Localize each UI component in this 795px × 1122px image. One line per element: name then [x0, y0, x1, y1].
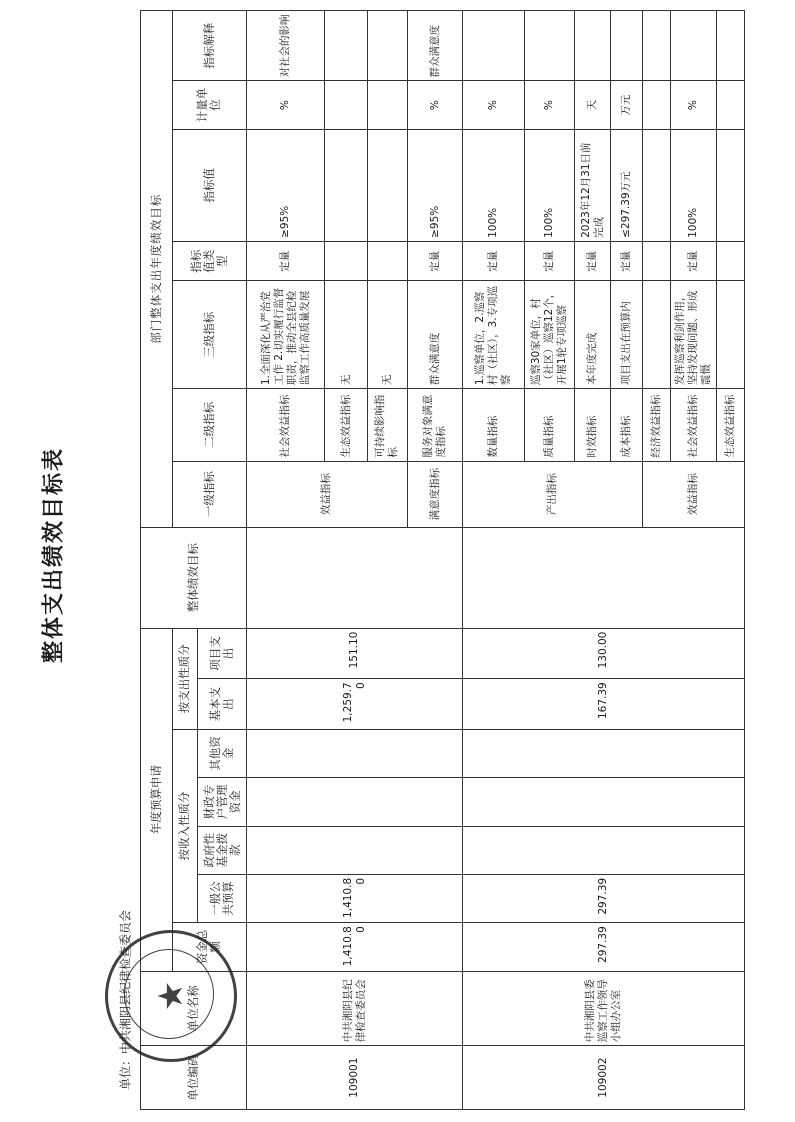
- remark-cell: [463, 11, 524, 81]
- level2-cell: 服务对象满意度指标: [407, 389, 462, 462]
- value-type-cell: 定量: [407, 241, 462, 281]
- measure-unit-cell: [643, 81, 671, 129]
- value-type-cell: [325, 241, 367, 281]
- unit-name-cell: 中共湘阴县纪律检查委员会: [246, 971, 462, 1046]
- unit-code-cell: 109002: [463, 1046, 745, 1110]
- remark-cell: [367, 11, 407, 81]
- remark-cell: [717, 11, 745, 81]
- general-budget-cell: 1,410.80: [246, 874, 462, 922]
- level3-cell: 巡察30家单位，村（社区）巡察12个，开展1轮专项巡察: [524, 281, 575, 389]
- measure-unit-cell: %: [407, 81, 462, 129]
- level3-cell: 本年度完成: [575, 281, 611, 389]
- value-cell: 100%: [670, 129, 717, 241]
- value-cell: ≤297.39万元: [611, 129, 643, 241]
- level2-cell: 社会效益指标: [670, 389, 717, 462]
- level2-cell: 生态效益指标: [717, 389, 745, 462]
- level2-cell: 社会效益指标: [246, 389, 324, 462]
- level1-cell: 效益指标: [246, 461, 407, 527]
- hdr-level1: 一级指标: [172, 461, 246, 527]
- special-account-cell: [463, 778, 745, 826]
- hdr-unit-code: 单位编码: [141, 1046, 247, 1110]
- value-type-cell: 定量: [670, 241, 717, 281]
- performance-table: [140, 10, 745, 1110]
- hdr-basic-expense: 基本支出: [198, 679, 247, 730]
- level1-cell: 产出指标: [463, 461, 643, 527]
- value-type-cell: 定量: [611, 241, 643, 281]
- value-type-cell: 定量: [463, 241, 524, 281]
- hdr-project-expense: 项目支出: [198, 628, 247, 679]
- measure-unit-cell: %: [524, 81, 575, 129]
- level3-cell: 发挥巡察利剑作用，坚持发现问题、形成震慑: [670, 281, 717, 389]
- unit-name-cell: 中共湘阴县委巡察工作领导小组办公室: [463, 971, 745, 1046]
- measure-unit-cell: %: [463, 81, 524, 129]
- basic-expense-cell: 167.39: [463, 679, 745, 730]
- project-expense-cell: 151.10: [246, 628, 462, 679]
- other-funds-cell: [463, 729, 745, 777]
- remark-cell: [643, 11, 671, 81]
- level3-cell: 无: [367, 281, 407, 389]
- general-budget-cell: 297.39: [463, 874, 745, 922]
- hdr-gov-fund: 政府性基金拨款: [198, 826, 247, 874]
- value-cell: [717, 129, 745, 241]
- level2-cell: 经济效益指标: [643, 389, 671, 462]
- value-cell: [367, 129, 407, 241]
- hdr-other-funds: 其他资金: [198, 729, 247, 777]
- hdr-by-income: 按收入性质分: [172, 729, 197, 922]
- level2-cell: 质量指标: [524, 389, 575, 462]
- hdr-value-type: 指标值类型: [172, 241, 246, 281]
- measure-unit-cell: 万元: [611, 81, 643, 129]
- hdr-remark: 指标解释: [172, 11, 246, 81]
- hdr-value: 指标值: [172, 129, 246, 241]
- hdr-special-account: 财政专户管理资金: [198, 778, 247, 826]
- level2-cell: 生态效益指标: [325, 389, 367, 462]
- level2-cell: 可持续影响指标: [367, 389, 407, 462]
- value-cell: [643, 129, 671, 241]
- measure-unit-cell: [717, 81, 745, 129]
- level3-cell: 无: [325, 281, 367, 389]
- seal-star-icon: ★: [151, 980, 191, 1012]
- value-type-cell: [643, 241, 671, 281]
- remark-cell: 对社会的影响: [246, 11, 324, 81]
- basic-expense-cell: 1,259.70: [246, 679, 462, 730]
- hdr-dept-goal: 部门整体支出年度绩效目标: [141, 11, 173, 528]
- value-cell: ≥95%: [407, 129, 462, 241]
- value-type-cell: [367, 241, 407, 281]
- gov-fund-cell: [463, 826, 745, 874]
- level3-cell: 1.全面深化从严治党工作 2.切实履行监督职责，推动全县纪检监察工作高质量发展: [246, 281, 324, 389]
- performance-table-sheet: [140, 10, 745, 1110]
- level3-cell: 1.巡察单位，2.巡察村（社区），3.专项巡察: [463, 281, 524, 389]
- fund-total-cell: 297.39: [463, 923, 745, 971]
- value-cell: 100%: [524, 129, 575, 241]
- remark-cell: [670, 11, 717, 81]
- overall-goal-cell: [246, 527, 462, 628]
- indicator-row: [463, 11, 524, 1110]
- level3-cell: [717, 281, 745, 389]
- hdr-measure-unit: 计量单位: [172, 81, 246, 129]
- unit-label: 单位：中共湘阴县纪律检查委员会: [118, 909, 133, 1091]
- measure-unit-cell: 天: [575, 81, 611, 129]
- measure-unit-cell: [367, 81, 407, 129]
- value-cell: ≥95%: [246, 129, 324, 241]
- overall-goal-cell: [463, 527, 745, 628]
- hdr-level3: 三级指标: [172, 281, 246, 389]
- hdr-level2: 二级指标: [172, 389, 246, 462]
- value-cell: 100%: [463, 129, 524, 241]
- value-type-cell: 定量: [524, 241, 575, 281]
- measure-unit-cell: %: [246, 81, 324, 129]
- value-cell: [325, 129, 367, 241]
- level3-cell: 群众满意度: [407, 281, 462, 389]
- level3-cell: [643, 281, 671, 389]
- hdr-unit-name: 单位名称: [141, 971, 247, 1046]
- fund-total-cell: 1,410.80: [246, 923, 462, 971]
- other-funds-cell: [246, 729, 462, 777]
- remark-cell: [575, 11, 611, 81]
- remark-cell: 群众满意度: [407, 11, 462, 81]
- value-type-cell: [717, 241, 745, 281]
- indicator-row: [246, 11, 324, 1110]
- hdr-by-expense: 按支出性质分: [172, 628, 197, 729]
- gov-fund-cell: [246, 826, 462, 874]
- level2-cell: 时效指标: [575, 389, 611, 462]
- value-type-cell: 定量: [246, 241, 324, 281]
- page-title: 整体支出绩效目标表: [41, 446, 67, 664]
- remark-cell: [325, 11, 367, 81]
- level1-cell: 效益指标: [643, 461, 745, 527]
- special-account-cell: [246, 778, 462, 826]
- hdr-fund-total: 资金总额: [172, 923, 246, 971]
- measure-unit-cell: %: [670, 81, 717, 129]
- value-type-cell: 定量: [575, 241, 611, 281]
- measure-unit-cell: [325, 81, 367, 129]
- remark-cell: [611, 11, 643, 81]
- level2-cell: 成本指标: [611, 389, 643, 462]
- project-expense-cell: 130.00: [463, 628, 745, 679]
- level3-cell: 项目支出在预算内: [611, 281, 643, 389]
- unit-code-cell: 109001: [246, 1046, 462, 1110]
- hdr-overall-goal: 整体绩效目标: [141, 527, 247, 628]
- remark-cell: [524, 11, 575, 81]
- value-cell: 2023年12月31日前完成: [575, 129, 611, 241]
- level2-cell: 数量指标: [463, 389, 524, 462]
- hdr-general-budget: 一般公共预算: [198, 874, 247, 922]
- level1-cell: 满意度指标: [407, 461, 462, 527]
- hdr-budget-request: 年度预算申请: [141, 628, 173, 971]
